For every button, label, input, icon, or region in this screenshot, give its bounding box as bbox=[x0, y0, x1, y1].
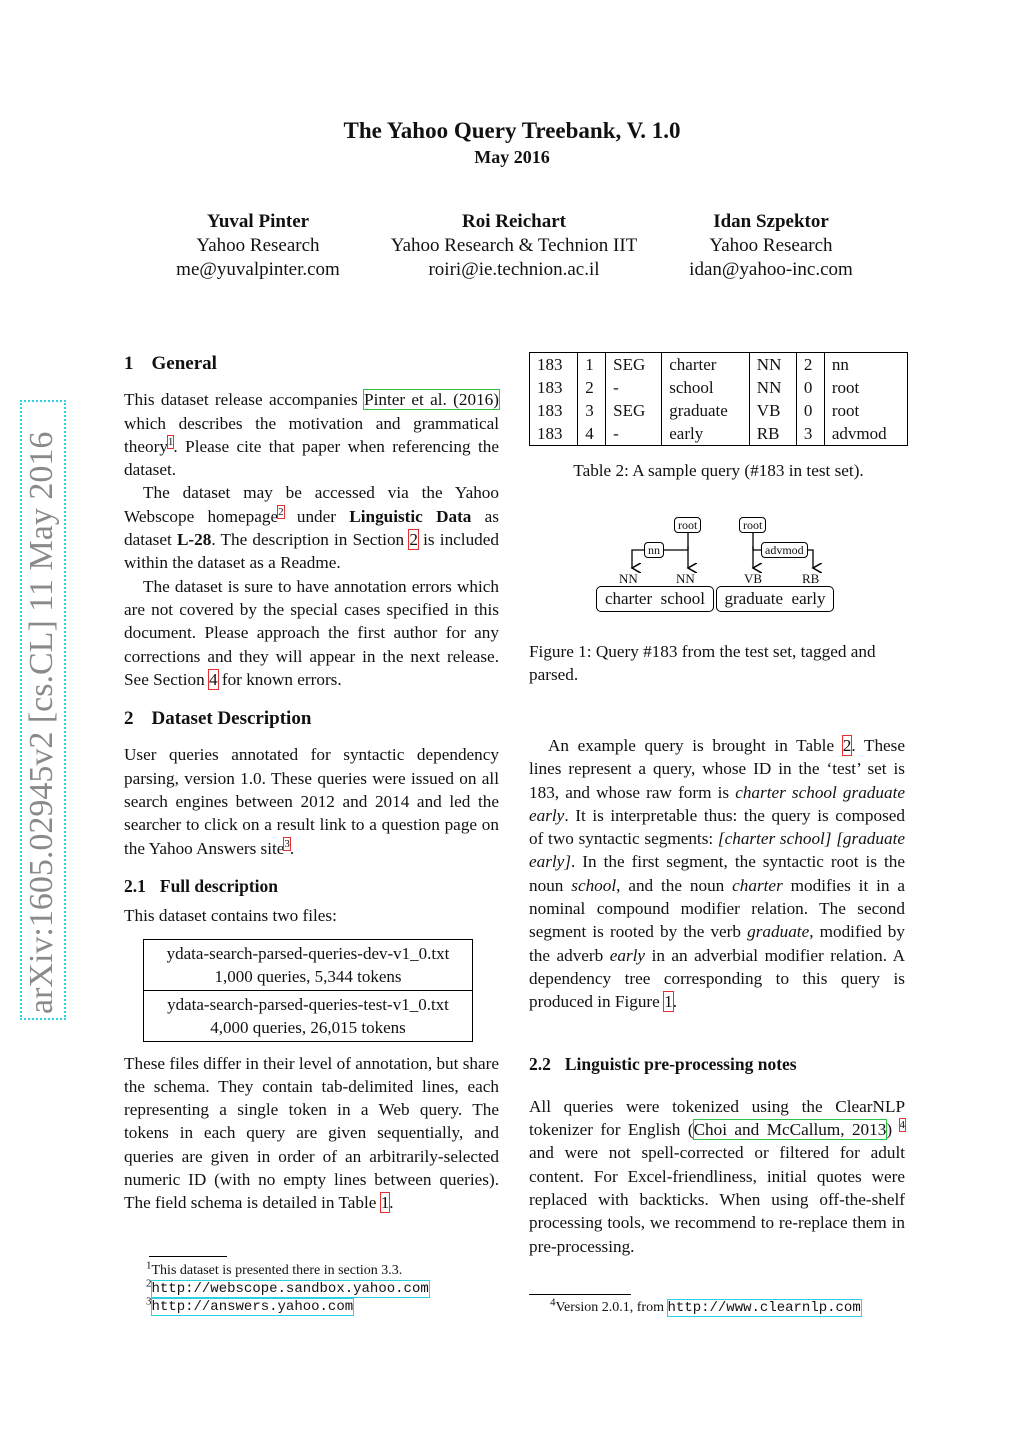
table-row: 183 4 - early RB 3 advmod bbox=[530, 422, 908, 446]
footnotes-left bbox=[146, 1259, 506, 1316]
file-stats: 1,000 queries, 5,344 tokens bbox=[214, 966, 402, 986]
paragraph: This dataset contains two files: bbox=[124, 906, 337, 926]
citation-link[interactable]: Pinter et al. (2016) bbox=[364, 390, 499, 410]
paper-date: May 2016 bbox=[474, 147, 550, 167]
segment-box: charter school bbox=[596, 586, 714, 612]
pos-tag: RB bbox=[802, 571, 820, 586]
footnote: $^1$This dataset is presented there in section 3.3. bbox=[146, 1259, 403, 1278]
footnote-rule bbox=[149, 1256, 227, 1257]
footnote-rule bbox=[529, 1294, 631, 1295]
table-row bbox=[144, 939, 473, 990]
author-email: roiri@ie.technion.ac.il bbox=[428, 259, 600, 280]
table-row bbox=[144, 990, 473, 1041]
section-heading: 1 General bbox=[124, 353, 217, 374]
file-stats: 4,000 queries, 26,015 tokens bbox=[210, 1017, 406, 1037]
segment-box: graduate early bbox=[716, 586, 834, 612]
footnote: $^4$Version 2.0.1, from http://www.clearnlp.com bbox=[550, 1296, 861, 1316]
section-link[interactable]: 2 bbox=[409, 530, 418, 550]
paragraph: User queries annotated for syntactic dependency parsing, version 1.0. These queries were issued on all search engines between 2012 and 2014 and led the searcher to click on a result link to a question page on the Yahoo Answers site$^3$. bbox=[124, 745, 499, 858]
section-heading: 2 Dataset Description bbox=[124, 708, 312, 730]
table-row: 183 1 SEG charter NN 2 nn bbox=[530, 353, 908, 377]
pos-tag: NN bbox=[676, 571, 695, 586]
footnote-url-link[interactable]: http://webscope.sandbox.yahoo.com bbox=[151, 1281, 429, 1297]
right-column bbox=[529, 734, 905, 1258]
author-name: Roi Reichart bbox=[462, 211, 566, 232]
author-block bbox=[621, 210, 921, 282]
file-name: ydata-search-parsed-queries-test-v1_0.txt bbox=[167, 994, 449, 1014]
author-name: Yuval Pinter bbox=[206, 211, 310, 232]
footnote-url-link[interactable]: http://answers.yahoo.com bbox=[151, 1299, 354, 1315]
footnote-url-link[interactable]: http://www.clearnlp.com bbox=[667, 1300, 861, 1316]
author-affiliation: Yahoo Research bbox=[196, 235, 320, 256]
footnote-link[interactable]: 4 bbox=[899, 1119, 905, 1132]
citation-link[interactable]: Choi and McCallum, 2013 bbox=[693, 1120, 887, 1140]
file-name: ydata-search-parsed-queries-dev-v1_0.txt bbox=[166, 943, 450, 963]
dep-label-advmod: advmod bbox=[761, 542, 808, 558]
author-email: idan@yahoo-inc.com bbox=[689, 259, 853, 280]
arxiv-stamp[interactable]: arXiv:1605.02945v2 [cs.CL] 11 May 2016 bbox=[20, 400, 66, 1020]
pos-tag: VB bbox=[744, 571, 763, 586]
paragraph: All queries were tokenized using the ClearNLP tokenizer for English (Choi and McCallum, 2013) $^4$ and were not spell-corrected or filtered for adult content. For Excel-friendliness, initial quotes were replaced with backticks. When using off-the-shelf processing tools, we recommend to re-replace them in pre-processing. bbox=[529, 1096, 905, 1256]
dep-label-nn: nn bbox=[644, 542, 664, 558]
figure-caption: Figure 1: Query #183 from the test set, tagged and parsed. bbox=[529, 642, 876, 685]
author-affiliation: Yahoo Research bbox=[709, 235, 833, 256]
paragraph: The dataset is sure to have annotation errors which are not covered by the special cases specified in this document. Please approach the first author for any corrections and they will appear in the next release. See Section 4 for known errors. bbox=[124, 576, 499, 689]
table-caption: Table 2: A sample query (#183 in test set). bbox=[573, 461, 864, 480]
sample-query-table bbox=[529, 352, 908, 446]
paragraph: The dataset may be accessed via the Yahoo Webscope homepage$^2$ under Linguistic Data as dataset L-28. The description in Section 2 is included within the dataset as a Readme. bbox=[124, 483, 499, 573]
figure-link[interactable]: 1 bbox=[664, 992, 673, 1012]
footnote-link[interactable]: 1 bbox=[167, 436, 174, 449]
footnote-link[interactable]: 2 bbox=[278, 506, 284, 519]
author-name: Idan Szpektor bbox=[713, 211, 829, 232]
author-block bbox=[108, 210, 408, 282]
footnote: $^2$http://webscope.sandbox.yahoo.com bbox=[146, 1277, 429, 1297]
files-table bbox=[143, 939, 473, 1042]
table-link[interactable]: 2 bbox=[842, 736, 852, 755]
pos-tag: NN bbox=[619, 571, 638, 586]
table-row: 183 2 - school NN 0 root bbox=[530, 376, 908, 399]
author-block bbox=[364, 210, 664, 282]
footnote-link[interactable]: 3 bbox=[284, 837, 290, 850]
subsection-heading: 2.2 Linguistic pre-processing notes bbox=[529, 1053, 797, 1074]
left-column bbox=[124, 352, 499, 1215]
paragraph: An example query is brought in Table 2. These lines represent a query, whose ID in the ‘test’ set is 183, and whose raw form is charter school graduate early. It is interpretable thus: the query is composed of two syntactic segments: [charter school] [graduate early]. In the first segment, the syntactic root is the noun school, and the noun charter modifies it in a nominal compound modifier relation. The second segment is rooted by the verb graduate, modified by the adverb early in an adverbial modifier relation. A dependency tree corresponding to this query is produced in Figure 1. bbox=[529, 736, 905, 1012]
author-affiliation: Yahoo Research & Technion IIT bbox=[390, 235, 638, 256]
subsection-heading: 2.1 Full description bbox=[124, 875, 279, 896]
author-email: me@yuvalpinter.com bbox=[176, 259, 340, 280]
paragraph: These files differ in their level of annotation, but share the schema. They contain tab-delimited lines, each representing a single token in a Web query. The tokens in each query are given sequentially, and queries are given in order of an arbitrarily-selected numeric ID (with no empty lines between queries). The field schema is detailed in Table 1. bbox=[124, 1053, 499, 1213]
dep-label-root: root bbox=[739, 517, 766, 533]
footnote: $^3$http://answers.yahoo.com bbox=[146, 1295, 354, 1315]
dep-label-root: root bbox=[674, 517, 701, 533]
table-row: 183 3 SEG graduate VB 0 root bbox=[530, 399, 908, 422]
paragraph: This dataset release accompanies Pinter et al. (2016) which describes the motivation and grammatical theory$^1$. Please cite that paper when referencing the dataset. bbox=[124, 390, 499, 480]
table-link[interactable]: 1 bbox=[380, 1193, 390, 1213]
paper-title: The Yahoo Query Treebank, V. 1.0 bbox=[343, 118, 681, 143]
section-link[interactable]: 4 bbox=[208, 669, 218, 689]
